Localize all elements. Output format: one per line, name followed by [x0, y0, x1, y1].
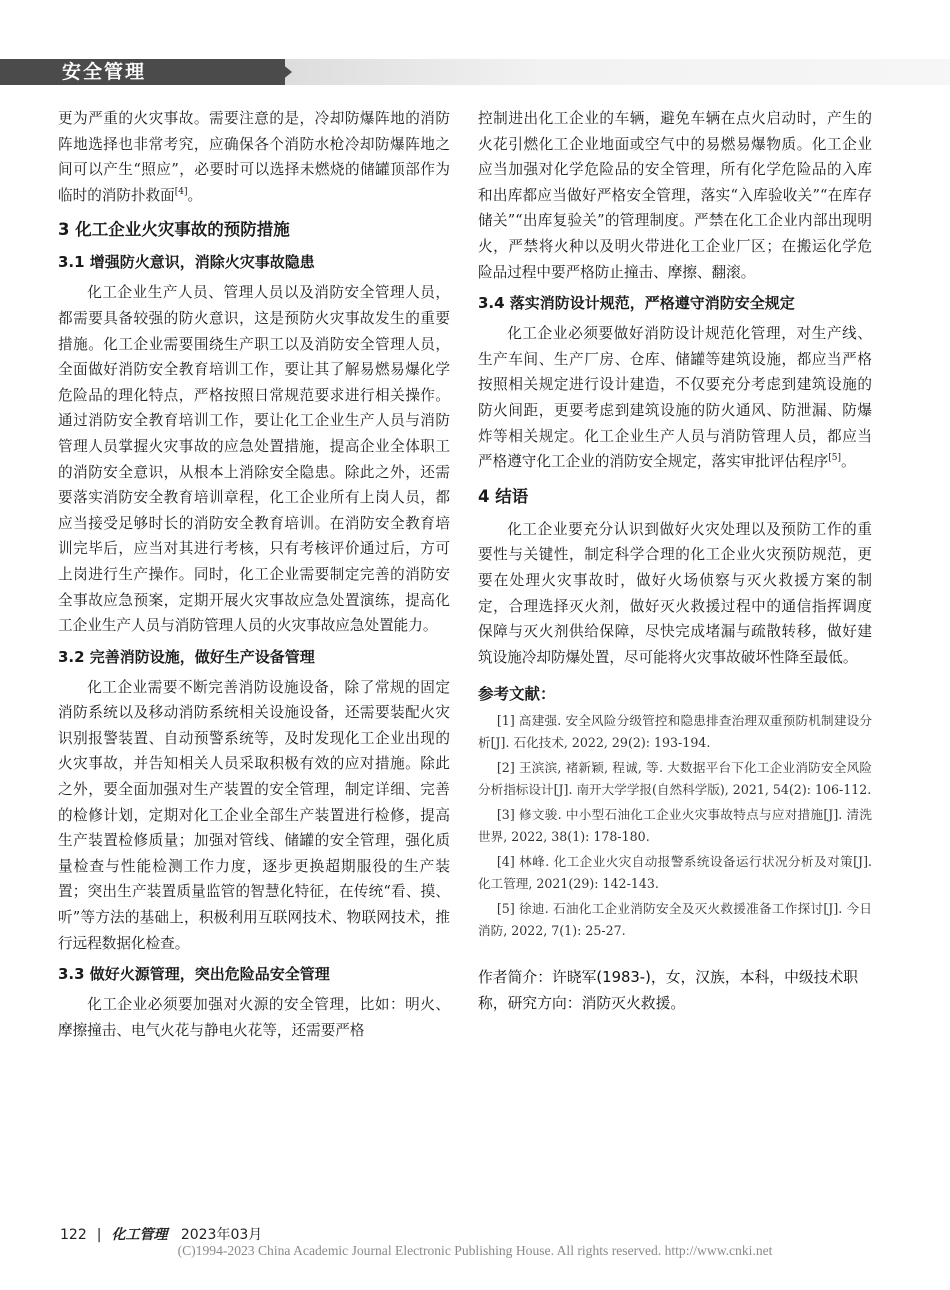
- heading-section-4: 4 结语: [478, 486, 529, 506]
- footer-separator: |: [96, 1227, 102, 1243]
- reference-item: [5] 徐迪. 石油化工企业消防安全及灭火救援准备工作探讨[J]. 今日消防, 2022, 7(1): 25-27.: [478, 901, 872, 938]
- paragraph-conclusion: 化工企业要充分认识到做好火灾处理以及预防工作的重要性与关键性，制定科学合理的化工企业火灾预防规范，更要在处理火灾事故时，做好火场侦察与灭火救援方案的制定，合理选择灭火剂，做好灭火救援过程中的通信指挥调度保障与灭火剂供给保障，尽快完成堵漏与疏散转移，做好建筑设施冷却防爆处置，尽可能将火灾事故破坏性降至最低。: [478, 520, 872, 666]
- paragraph-3-3: 化工企业必须要加强对火源的安全管理，比如：明火、摩擦撞击、电气火花与静电火花等，还需要严格: [58, 996, 450, 1039]
- reference-item: [4] 林峰. 化工企业火灾自动报警系统设备运行状况分析及对策[J]. 化工管理, 2021(29): 142-143.: [478, 854, 872, 891]
- paragraph-3-4: [478, 321, 872, 475]
- intro-text: 更为严重的火灾事故。需要注意的是，冷却防爆阵地的消防阵地选择也非常考究，应确保各个消防水枪冷却防爆阵地之间可以产生“照应”，必要时可以选择未燃烧的储罐顶部作为临时的消防扑救面: [58, 110, 450, 204]
- author-bio: 作者简介：许晓军(1983-)，女，汉族，本科，中级技术职称，研究方向：消防灭火救援。: [478, 969, 859, 1013]
- paragraph-3-2: 化工企业需要不断完善消防设施设备，除了常规的固定消防系统以及移动消防系统相关设施设备，还需要装配火灾识别报警装置、自动预警系统等，及时发现化工企业出现的火灾事故，并告知相关人员采取积极有效的应对措施。除此之外，要全面加强对生产装置的安全管理，制定详细、完善的检修计划，定期对化工企业全部生产装置进行检修，提高生产装置检修质量；加强对管线、储罐的安全管理，强化质量检查与性能检测工作力度，逐步更换超期服役的生产装置；突出生产装置质量监管的智慧化特征，在传统“看、摸、听”等方法的基础上，积极利用互联网技术、物联网技术，推行远程数据化检查。: [58, 678, 450, 952]
- left-column: [58, 106, 450, 1043]
- heading-3-2: 3.2 完善消防设施，做好生产设备管理: [58, 647, 315, 666]
- paragraph-3-3-continued: 控制进出化工企业的车辆，避免车辆在点火启动时，产生的火花引燃化工企业地面或空气中的易燃易爆物质。化工企业应当加强对化学危险品的安全管理，所有化学危险品的入库和出库都应当做好严格安全管理，落实“入库验收关”“在库存储关”“出库复验关”的管理制度。严禁在化工企业内部出现明火，严禁将火种以及明火带进化工企业厂区；在搬运化学危险品过程中要严格防止撞击、摩擦、翻滚。: [478, 110, 872, 281]
- paragraph-3-1: 化工企业生产人员、管理人员以及消防安全管理人员，都需要具备较强的防火意识，这是预防火灾事故发生的重要措施。化工企业需要围绕生产职工以及消防安全管理人员，全面做好消防安全教育培训工作，要让其了解易燃易爆化学危险品的理化特点，严格按照日常规范要求进行相关操作。通过消防安全教育培训工作，要让化工企业生产人员与消防管理人员掌握火灾事故的应急处置措施，提高企业全体职工的消防安全意识，从根本上消除安全隐患。除此之外，还需要落实消防安全教育培训章程，化工企业所有上岗人员，都应当接受足够时长的消防安全教育培训。在消防安全教育培训完毕后，应当对其进行考核，只有考核评价通过后，方可上岗进行生产操作。同时，化工企业需要制定完善的消防安全事故应急预案，定期开展火灾事故应急处置演练，提高化工企业生产人员与消防管理人员的火灾事故应急处置能力。: [58, 284, 450, 635]
- paragraph-3-4-end: 。: [841, 453, 856, 471]
- journal-logo: 化工管理: [111, 1227, 168, 1243]
- reference-item: [1] 高建强. 安全风险分级管控和隐患排查治理双重预防机制建设分析[J]. 石化技术, 2022, 29(2): 193-194.: [478, 713, 872, 750]
- intro-end: 。: [187, 186, 203, 204]
- header-light-bar: [276, 59, 950, 85]
- page-footer: [60, 1224, 262, 1244]
- heading-3-3: 3.3 做好火源管理，突出危险品安全管理: [58, 965, 330, 984]
- page-number: 122: [60, 1227, 87, 1243]
- heading-3-4: 3.4 落实消防设计规范，严格遵守消防安全规定: [478, 294, 795, 313]
- reference-item: [2] 王滨滨, 褚新颖, 程诚, 等. 大数据平台下化工企业消防安全风险分析指标设计[J]. 南开大学学报(自然科学版), 2021, 54(2): 106-112.: [478, 760, 872, 797]
- copyright-notice: (C)1994-2023 China Academic Journal Electronic Publishing House. All rights reserved. http://www.cnki.net: [177, 1243, 773, 1258]
- section-title: 安全管理: [62, 61, 147, 83]
- header-arrow-notch: [276, 59, 292, 85]
- intro-paragraph: [58, 106, 450, 208]
- section-header-band: [0, 59, 950, 85]
- reference-item: [3] 修文骏. 中小型石油化工企业火灾事故特点与应对措施[J]. 清洗世界, 2022, 38(1): 178-180.: [478, 807, 872, 844]
- references-title: 参考文献：: [478, 685, 556, 704]
- heading-section-3: 3 化工企业火灾事故的预防措施: [58, 220, 290, 240]
- right-column: [478, 106, 872, 1017]
- citation-5: [5]: [828, 453, 842, 464]
- paragraph-3-4-text: 化工企业必须要做好消防设计规范化管理，对生产线、生产车间、生产厂房、仓库、储罐等建筑设施，都应当严格按照相关规定进行设计建造，不仅要充分考虑到建筑设施的防火间距，更要考虑到建筑设施的防火通风、防泄漏、防爆炸等相关规定。化工企业生产人员与消防管理人员，都应当严格遵守化工企业的消防安全规定，落实审批评估程序: [478, 325, 872, 471]
- heading-3-1: 3.1 增强防火意识，消除火灾事故隐患: [58, 253, 315, 272]
- citation-4: [4]: [174, 186, 188, 197]
- issue-date: 2023年03月: [180, 1227, 263, 1243]
